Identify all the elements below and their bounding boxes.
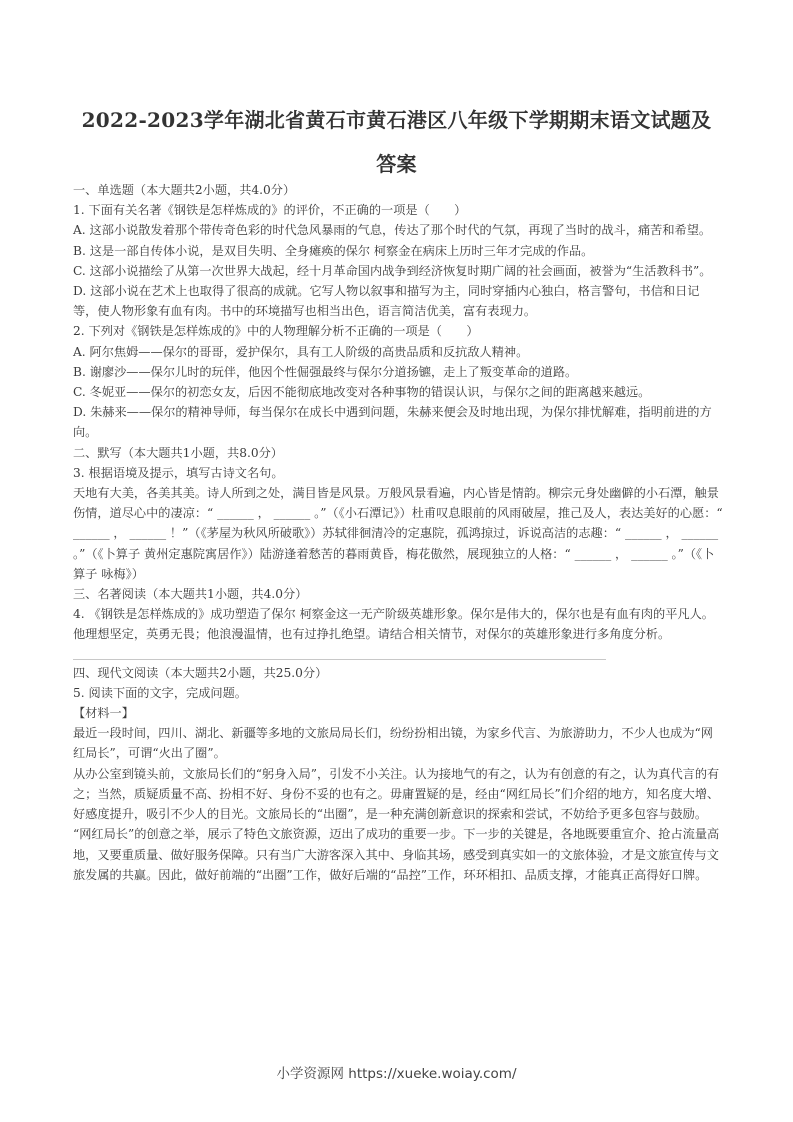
q2-option-a: A. 阿尔焦姆——保尔的哥哥，爱护保尔，具有工人阶级的高贵品质和反抗敌人精神。	[73, 344, 529, 359]
q2-option-d: D. 朱赫来——保尔的精神导师，每当保尔在成长中遇到问题，朱赫来便会及时地出现，为保尔排忧解难，指明前进的方向。	[73, 405, 712, 440]
section2-heading: 二、默写（本大题共1小题，共8.0分）	[73, 445, 283, 460]
q3-stem: 3. 根据语境及提示，填写古诗文名句。	[73, 465, 284, 480]
document-title-line1: 2022-2023学年湖北省黄石市黄石港区八年级下学期期末语文试题及	[81, 108, 712, 132]
material-paragraph: 最近一段时间，四川、湖北、新疆等多地的文旅局局长们，纷纷扮相出镜，为家乡代言、为旅游助力，不少人也成为“网红局长”，可谓“火出了圈”。	[73, 726, 713, 761]
q1-stem: 1. 下面有关名著《钢铁是怎样炼成的》的评价，不正确的一项是（ ）	[73, 203, 467, 218]
document-body	[73, 180, 723, 885]
footer-watermark: 小学资源网 https://xueke.woiay.com/	[276, 1066, 517, 1082]
q1-option-a: A. 这部小说散发着那个带传奇色彩的时代急风暴雨的气息，传达了那个时代的气氛，再现了当时的战斗，痛苦和希望。	[73, 223, 712, 238]
q5-stem: 5. 阅读下面的文字，完成问题。	[73, 685, 247, 700]
q1-option-b: B. 这是一部自传体小说，是双目失明、全身瘫痪的保尔 柯察金在病床上历时三年才完成的作品。	[73, 243, 594, 258]
q3-text: 天地有大美，各美其美。诗人所到之处，满目皆是风景。万般风景看遍，内心皆是情韵。柳宗元身处幽僻的小石潭，触景伤情，道尽心中的凄凉：“ ______ ， ______ 。”（《小石潭记》）杜甫叹息眼前的风雨破屋，推己及人，表达美好的心愿：“ ______ ， ______ ！”（《茅屋为秋风所破歌》）苏轼徘徊清冷的定惠院，孤鸿掠过，诉说高洁的志趣：“ ______ ， ______ 。”（《卜算子 黄州定惠院寓居作》）陆游逢着愁苦的暮雨黄昏，梅花傲然，展现独立的人格：“ ______ ， ______ 。”（《卜算子 咏梅》）	[73, 486, 723, 581]
q2-option-b: B. 谢廖沙——保尔儿时的玩伴，他因个性倔强最终与保尔分道扬镳，走上了叛变革命的道路。	[73, 364, 578, 379]
section1-heading: 一、单选题（本大题共2小题，共4.0分）	[73, 183, 296, 197]
document-title-line2: 答案	[376, 152, 417, 176]
material-paragraph: 从办公室到镜头前，文旅局长们的“躬身入局”，引发不小关注。认为接地气的有之，认为有创意的有之，认为真代言的有之；当然，质疑质量不高、扮相不好、身份不妥的也有之。毋庸置疑的是，经由“网红局长”们介绍的地方，知名度大增、好感度提升，吸引不少人的目光。文旅局长的“出圈”，是一种充满创新意识的探索和尝试，不妨给予更多包容与鼓励。	[73, 766, 720, 822]
q2-option-c: C. 冬妮亚——保尔的初恋女友，后因不能彻底地改变对各种事物的错误认识，与保尔之间的距离越来越远。	[73, 385, 651, 400]
q4-text: 4. 《钢铁是怎样炼成的》成功塑造了保尔 柯察金这一无产阶级英雄形象。保尔是伟大的，保尔也是有血有肉的平凡人。他理想坚定，英勇无畏；他浪漫温情，也有过挣扎绝望。请结合相关情节，对保尔的英雄形象进行多角度分析。	[73, 607, 714, 642]
q1-option-d: D. 这部小说在艺术上也取得了很高的成就。它写人物以叙事和描写为主，同时穿插内心独白，格言警句，书信和日记等，使人物形象有血有肉。书中的环境描写也相当出色，语言简洁优美，富有表现力。	[73, 284, 700, 319]
q2-stem: 2. 下列对《钢铁是怎样炼成的》中的人物理解分析不正确的一项是（ ）	[73, 324, 479, 339]
material-paragraph: “网红局长”的创意之举，展示了特色文旅资源，迈出了成功的重要一步。下一步的关键是，各地既要重宣介、抢占流量高地，又要重质量、做好服务保障。只有当广大游客深入其中、身临其场，感受到真实如一的文旅体验，才是文旅宣传与文旅发属的共赢。因此，做好前端的“出圈”工作，做好后端的“品控”工作，环环相扣、品质支撑，才能真正高得好口牌。	[73, 827, 720, 882]
q1-option-c: C. 这部小说描绘了从第一次世界大战起，经十月革命国内战争到经济恢复时期广阔的社会画面，被誉为“生活教科书”。	[73, 263, 712, 278]
section3-heading: 三、名著阅读（本大题共1小题，共4.0分）	[73, 587, 308, 602]
material-label: 【材料一】	[73, 706, 134, 721]
section-divider	[73, 659, 606, 660]
section4-heading: 四、现代文阅读（本大题共2小题，共25.0分）	[73, 665, 328, 680]
